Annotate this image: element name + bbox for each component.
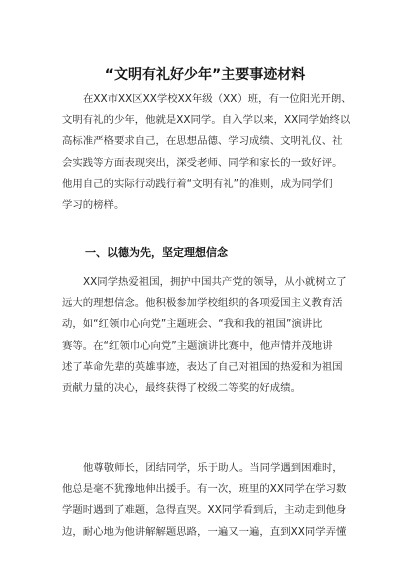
section-heading: 一、以德为先，坚定理想信念 <box>85 246 228 259</box>
paragraph-line: 他用自己的实际行动践行着“文明有礼”的准则，成为同学们 <box>62 177 333 190</box>
paragraph-line: 学题时遇到了难题，急得直哭。XX同学看到后，主动走到他身 <box>62 504 347 517</box>
paragraph-line: 会实践等方面表现突出，深受老师、同学和家长的一致好评。 <box>62 156 343 169</box>
document-title: “文明有礼好少年”主要事迹材料 <box>104 67 306 83</box>
paragraph-line: 高标准严格要求自己，在思想品德、学习成绩、文明礼仪、社 <box>62 135 343 148</box>
paragraph-line: 贡献力量的决心，最终获得了校级二等奖的好成绩。 <box>62 381 301 394</box>
paragraph-line: 远大的理想信念。他积极参加学校组织的各项爱国主义教育活 <box>62 297 343 310</box>
paragraph-ideals <box>62 272 354 399</box>
paragraph-line: 赛等。在“红领巾心向党”主题演讲比赛中，他声情并茂地讲 <box>62 339 333 352</box>
paragraph-line: 文明有礼的少年，他就是XX同学。自入学以来，XX同学始终以 <box>62 114 351 127</box>
paragraph-line: 动，如“红领巾心向党”主题班会、“我和我的祖国”演讲比 <box>62 318 323 331</box>
paragraph-line: 学习的榜样。 <box>62 198 125 211</box>
paragraph-line: 述了革命先辈的英雄事迹，表达了自己对祖国的热爱和为祖国 <box>62 360 343 373</box>
paragraph-helping <box>62 458 354 543</box>
paragraph-line: XX同学热爱祖国，拥护中国共产党的领导，从小就树立了 <box>83 276 347 288</box>
paragraph-line: 他尊敬师长，团结同学，乐于助人。当同学遇到困难时， <box>83 462 343 474</box>
paragraph-line: 在XX市XX区XX学校XX年级（XX）班，有一位阳光开朗、 <box>83 93 352 105</box>
paragraph-line: 他总是毫不犹豫地伸出援手。有一次，班里的XX同学在学习数 <box>62 483 347 496</box>
paragraph-line: 边，耐心地为他讲解解题思路，一遍又一遍，直到XX同学弄懂 <box>62 525 347 538</box>
paragraph-intro <box>62 89 354 216</box>
